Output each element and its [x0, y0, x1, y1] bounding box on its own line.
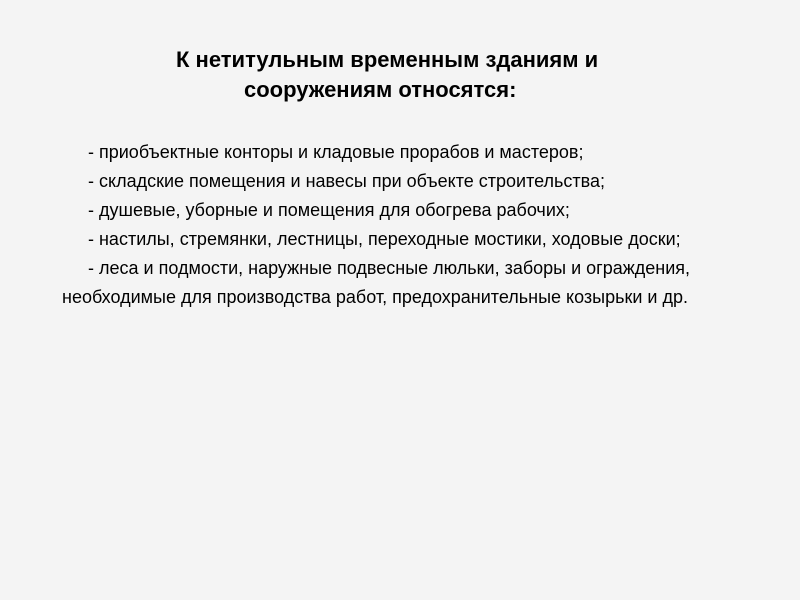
list-item: - приобъектные конторы и кладовые прорабов и мастеров;	[88, 142, 584, 162]
list-item: - душевые, уборные и помещения для обогрева рабочих;	[88, 200, 570, 220]
list-item: - леса и подмости, наружные подвесные люльки, заборы и ограждения, необходимые для производства работ, предохранительные козырьки и др.	[62, 258, 691, 307]
list-item: - складские помещения и навесы при объекте строительства;	[88, 171, 606, 191]
list-item: - настилы, стремянки, лестницы, переходные мостики, ходовые доски;	[88, 229, 681, 249]
bullet-list	[62, 138, 762, 312]
slide-title-line-1: К нетитульным временным зданиям и	[176, 47, 599, 72]
slide-title-line-2: сооружениям относятся:	[244, 77, 517, 102]
slide-title	[160, 45, 720, 105]
